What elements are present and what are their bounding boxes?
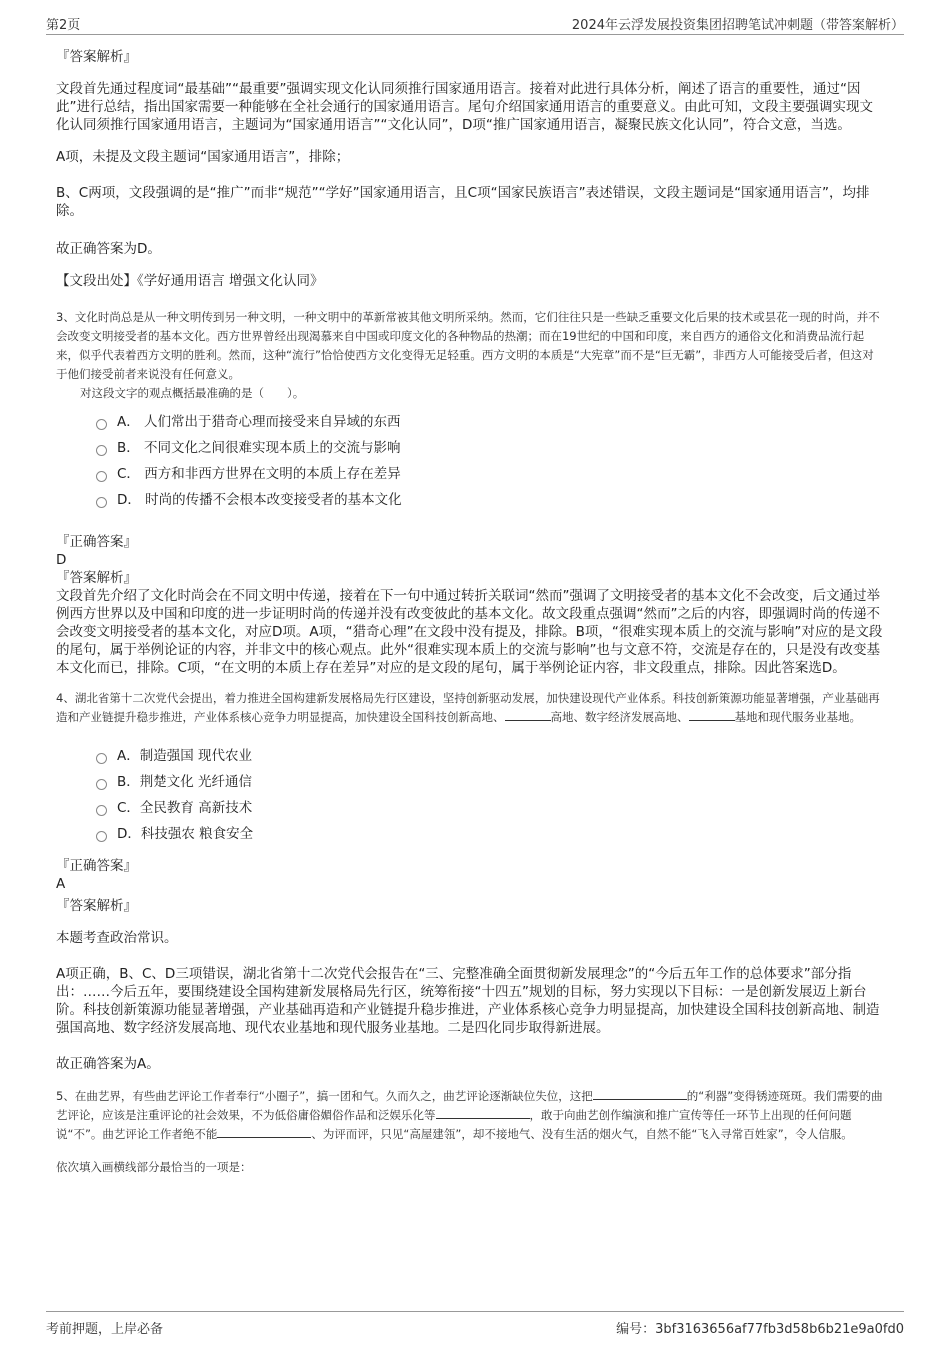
q4-option-d[interactable]: D．科技强农 粮食安全: [96, 821, 884, 847]
q3-option-c[interactable]: C． 西方和非西方世界在文明的本质上存在差异: [96, 461, 884, 487]
document-title: 2024年云浮发展投资集团招聘笔试冲刺题（带答案解析）: [571, 18, 904, 33]
q4-options: [96, 743, 884, 847]
q3-options: [96, 409, 884, 513]
q3-answer-label: 『正确答案』: [56, 534, 137, 550]
radio-icon[interactable]: [96, 753, 107, 764]
q3-option-d[interactable]: D． 时尚的传播不会根本改变接受者的基本文化: [96, 487, 884, 513]
page-footer: [46, 1311, 904, 1336]
q3-stem: 3、文化时尚总是从一种文明传到另一种文明，一种文明中的革新常被其他文明所采纳。然而，它们往往只是一些缺乏重要文化后果的技术或昙花一现的时尚，并不会改变文明接受者的基本文化。西方世界曾经出现渴慕来自中国或印度文化的各种物品的热潮；而在19世纪的中国和印度，来自西方的通俗文化和消费品流行起来，似乎代表着西方文明的胜利。然而，这种“流行”恰恰使西方文化变得无足轻重。西方文明的本质是“大宪章”而不是“巨无霸”，非西方人可能接受后者，但这对于他们接受前者来说没有任何意义。: [56, 310, 880, 381]
q2-analysis-para3: B、C两项，文段强调的是“推广”而非“规范”“学好”国家通用语言，且C项“国家民族语言”表述错误，文段主题词是“国家通用语言”，均排除。: [56, 185, 870, 219]
q3-option-a[interactable]: A． 人们常出于猎奇心理而接受来自异域的东西: [96, 409, 884, 435]
q5-question: 依次填入画横线部分最恰当的一项是：: [56, 1160, 252, 1174]
fill-blank: [217, 1125, 311, 1138]
q4-answer-label: 『正确答案』: [56, 858, 137, 874]
q2-analysis-para1: 文段首先通过程度词“最基础”“最重要”强调实现文化认同须推行国家通用语言。接着对此进行具体分析，阐述了语言的重要性，通过“因此”进行总结，指出国家需要一种能够在全社会通行的国家通用语言。尾句介绍国家通用语言的重要意义。由此可知，文段主要强调实现文化认同须推行国家通用语言，主题词为“国家通用语言”“文化认同”，D项“推广国家通用语言，凝聚民族文化认同”，符合文意，当选。: [56, 81, 873, 133]
radio-icon[interactable]: [96, 419, 107, 430]
q4-option-a[interactable]: A．制造强国 现代农业: [96, 743, 884, 769]
q4-analysis-para2: A项正确，B、C、D三项错误，湖北省第十二次党代会报告在“三、完整准确全面贯彻新发展理念”的“今后五年工作的总体要求”部分指出：……今后五年，要围绕建设全国构建新发展格局先行区，统筹衔接“十四五”规划的目标，努力实现以下目标：一是创新发展迈上新台阶。科技创新策源功能显著增强，产业基础再造和产业链提升稳步推进，产业体系核心竞争力明显提高，加快建设全国科技创新高地、制造强国高地、数字经济发展高地、现代农业基地和现代服务业基地。二是四化同步取得新进展。: [56, 966, 880, 1036]
q4-option-c[interactable]: C．全民教育 高新技术: [96, 795, 884, 821]
q2-analysis-para2: A项，未提及文段主题词“国家通用语言”，排除；: [56, 149, 350, 165]
q3-option-b[interactable]: B． 不同文化之间很难实现本质上的交流与影响: [96, 435, 884, 461]
fill-blank: [593, 1087, 687, 1100]
q3-question: 对这段文字的观点概括最准确的是（ ）。: [80, 386, 305, 400]
q2-analysis-label: 『答案解析』: [56, 49, 137, 65]
page-content: [56, 44, 884, 1177]
q4-analysis-para1: 本题考查政治常识。: [56, 930, 178, 946]
page-number: 第2页: [46, 18, 81, 33]
document-id: 编号：3bf3163656af77fb3d58b6b21e9a0fd0: [616, 1322, 904, 1337]
q4-conclusion: 故正确答案为A。: [56, 1056, 160, 1072]
radio-icon[interactable]: [96, 497, 107, 508]
q2-source: 【文段出处】《学好通用语言 增强文化认同》: [56, 273, 324, 289]
q3-answer: D: [56, 552, 67, 568]
q3-analysis-label: 『答案解析』: [56, 570, 137, 586]
radio-icon[interactable]: [96, 779, 107, 790]
radio-icon[interactable]: [96, 471, 107, 482]
fill-blank: [436, 1106, 530, 1119]
footer-slogan: 考前押题，上岸必备: [46, 1322, 164, 1337]
q4-stem: 4、湖北省第十二次党代会提出，着力推进全国构建新发展格局先行区建设，坚持创新驱动发展，加快建设现代产业体系。科技创新策源功能显著增强，产业基础再造和产业链提升稳步推进，产业体系核心竞争力明显提高，加快建设全国科技创新高地、 高地、数字经济发展高地、 基地和现代服务业基地。: [56, 691, 880, 724]
q5-stem: 5、在曲艺界，有些曲艺评论工作者奉行“小圈子”，搞一团和气。久而久之，曲艺评论逐渐缺位失位，这把 的“利器”变得锈迹斑斑。我们需要的曲艺评论，应该是注重评论的社会效果，不为低俗庸俗媚俗作品和泛娱乐化等 ，敢于向曲艺创作编演和推广宣传等任一环节上出现的任何问题说“不”。曲艺评论工作者绝不能 、为评而评，只见“高屋建瓴”，却不接地气、没有生活的烟火气，自然不能“飞入寻常百姓家”，令人信服。: [56, 1089, 883, 1141]
radio-icon[interactable]: [96, 831, 107, 842]
fill-blank: [505, 708, 551, 721]
radio-icon[interactable]: [96, 445, 107, 456]
q2-conclusion: 故正确答案为D。: [56, 241, 161, 257]
q3-analysis: 文段首先介绍了文化时尚会在不同文明中传递，接着在下一句中通过转折关联词“然而”强调了文明接受者的基本文化不会改变，后文通过举例西方世界以及中国和印度的进一步证明时尚的传递并没有改变彼此的基本文化。故文段重点强调“然而”之后的内容，即强调时尚的传递不会改变文明接受者的基本文化，对应D项。A项，“猎奇心理”在文段中没有提及，排除。B项，“很难实现本质上的交流与影响”对应的是文段的尾句，属于举例论证的内容，并非文中的核心观点。此外“很难实现本质上的交流与影响”也与文意不符，交流是存在的，只是没有改变基本文化而已，排除。C项，“在文明的本质上存在差异”对应的是文段的尾句，属于举例论证内容，非文段重点，排除。因此答案选D。: [56, 588, 883, 676]
q4-option-b[interactable]: B．荆楚文化 光纤通信: [96, 769, 884, 795]
q4-analysis-label: 『答案解析』: [56, 898, 137, 914]
radio-icon[interactable]: [96, 805, 107, 816]
q4-answer: A: [56, 876, 66, 892]
fill-blank: [689, 708, 735, 721]
page-header: [46, 14, 904, 35]
